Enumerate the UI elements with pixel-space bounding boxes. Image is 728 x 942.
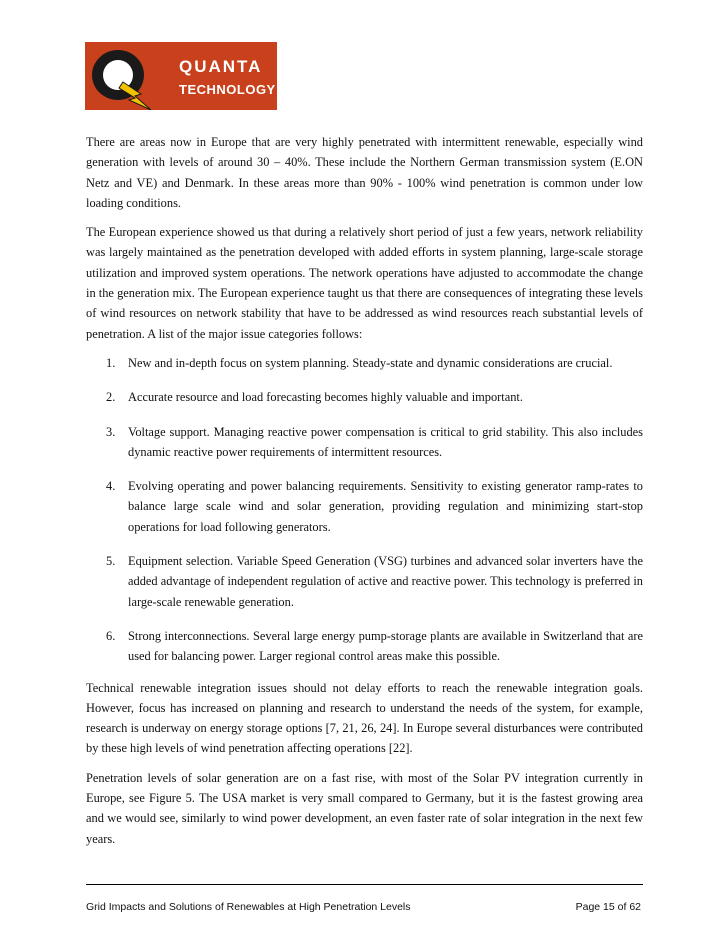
list-item xyxy=(86,551,643,612)
logo-word-quanta: QUANTA xyxy=(179,57,263,76)
list-item xyxy=(86,476,643,537)
logo-word-technology: TECHNOLOGY xyxy=(179,82,276,97)
quanta-technology-logo xyxy=(85,42,277,110)
list-item xyxy=(86,353,643,373)
paragraph: Penetration levels of solar generation are on a fast rise, with most of the Solar PV integration currently in Europe, see Figure 5. The USA market is very small compared to Germany, but it is the fastest growing area and we would see, similarly to wind power development, an even faster rate of solar integration in the next few years. xyxy=(86,770,643,846)
list-item xyxy=(86,387,643,407)
list-item xyxy=(86,626,643,667)
list-item-text: New and in-depth focus on system planning. Steady-state and dynamic considerations are crucial. xyxy=(128,355,613,370)
list-item-text: Strong interconnections. Several large energy pump-storage plants are available in Switzerland that are used for balancing power. Larger regional control areas make this possible. xyxy=(128,628,643,664)
list-number: 3. xyxy=(106,424,116,439)
footer-divider xyxy=(86,884,643,885)
paragraph: Technical renewable integration issues should not delay efforts to reach the renewable integration goals. However, focus has increased on planning and research to understand the needs of the system, for example, research is underway on energy storage options [7, 21, 26, 24]. In Europe several disturbances were contributed by these high levels of wind penetration affecting operations [22]. xyxy=(86,680,643,756)
list-item-text: Equipment selection. Variable Speed Generation (VSG) turbines and advanced solar inverters have the added advantage of independent regulation of active and reactive power. This technology is preferred in large-scale renewable generation. xyxy=(128,554,643,609)
footer-page-number: Page 15 of 62 xyxy=(575,901,641,913)
footer-document-title: Grid Impacts and Solutions of Renewables at High Penetration Levels xyxy=(86,901,411,913)
logo-graphic xyxy=(85,42,277,110)
list-number: 4. xyxy=(106,479,116,494)
list-number: 6. xyxy=(106,628,116,643)
list-item-text: Accurate resource and load forecasting becomes highly valuable and important. xyxy=(128,390,523,405)
main-text xyxy=(86,132,643,858)
paragraph: There are areas now in Europe that are very highly penetrated with intermittent renewable, especially wind generation with levels of around 30 – 40%. These include the Northern German transmission system (E.ON Netz and VE) and Denmark. In these areas more than 90% - 100% wind penetration is common under low loading conditions. xyxy=(86,135,643,210)
list-number: 1. xyxy=(106,355,116,370)
issue-list xyxy=(86,353,643,667)
list-number: 2. xyxy=(106,390,116,405)
list-item-text: Evolving operating and power balancing requirements. Sensitivity to existing generator ramp-rates to balance large scale wind and solar generation, providing regulation and minimizing start-stop operations for load following generators. xyxy=(128,479,643,534)
list-item-text: Voltage support. Managing reactive power compensation is critical to grid stability. This also includes dynamic reactive power requirements of intermittent resources. xyxy=(128,424,643,459)
list-item xyxy=(86,422,643,463)
paragraph: The European experience showed us that during a relatively short period of just a few years, network reliability was largely maintained as the penetration developed with added efforts in system planning, large-scale storage utilization and improved system operations. The network operations have adjusted to accommodate the change in the generation mix. The European experience taught us that there are consequences of integrating these levels of wind resources on network stability that have to be addressed as wind resources reach substantial levels of penetration. A list of the major issue categories follows: xyxy=(86,225,643,341)
list-number: 5. xyxy=(106,554,116,569)
